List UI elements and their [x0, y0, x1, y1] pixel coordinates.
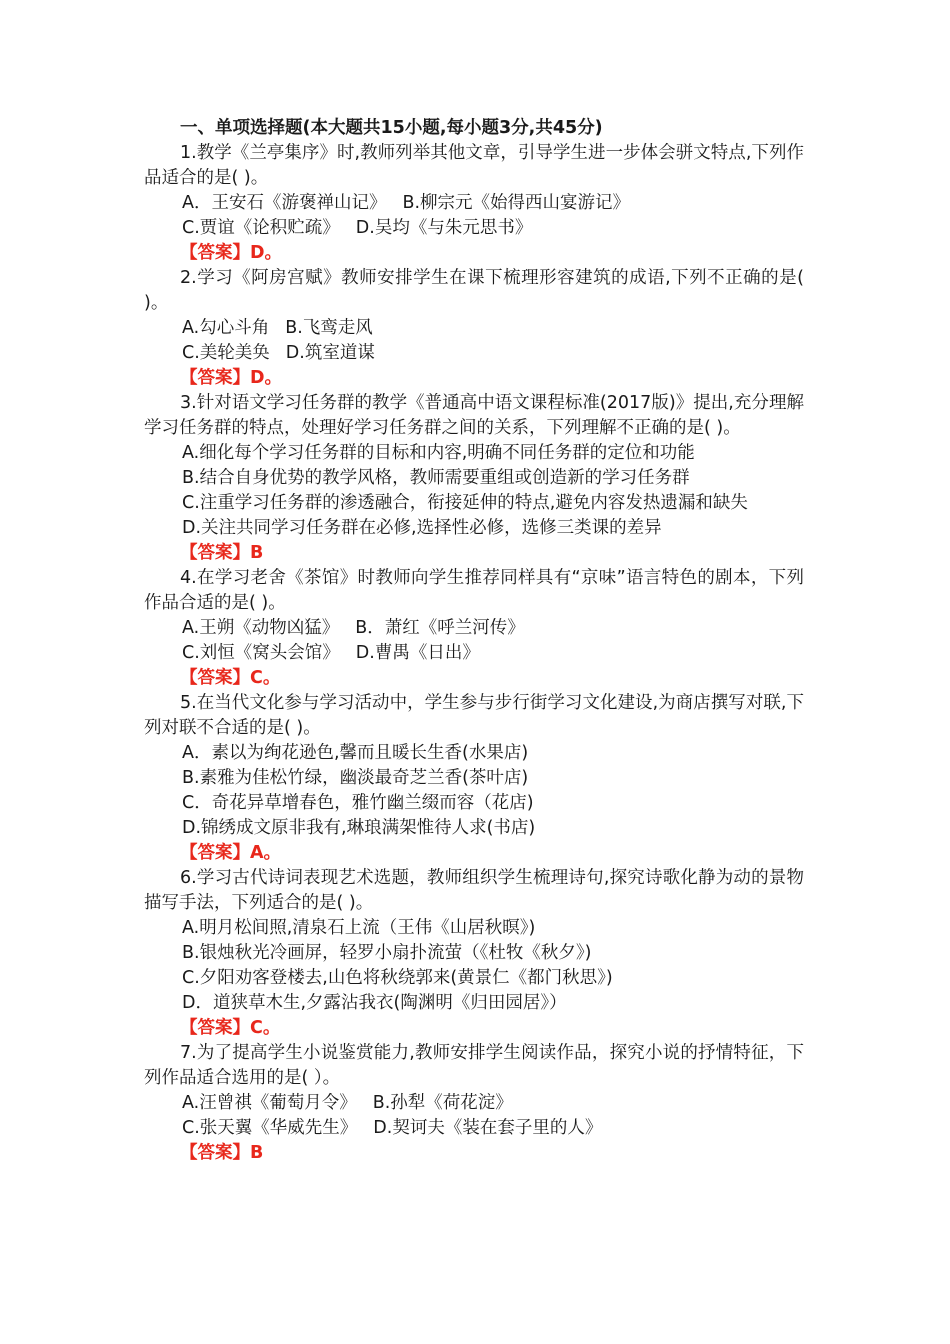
option-c: C.注重学习任务群的渗透融合，衔接延伸的特点,避免内容发热遗漏和缺失	[182, 493, 748, 513]
option-row	[144, 1116, 804, 1141]
answer-value: B	[250, 1143, 264, 1163]
option-a: A.明月松间照,清泉石上流（王伟《山居秋暝》)	[182, 918, 536, 938]
option-d: D.吴均《与朱元思书》	[355, 218, 533, 238]
answer-tag: 【答案】	[180, 543, 250, 563]
option-d: D.锦绣成文原非我有,琳琅满架惟待人求(书店)	[182, 818, 536, 838]
exam-page	[144, 116, 804, 1166]
question-stem: 1.教学《兰亭集序》时,教师列举其他文章，引导学生进一步体会骈文特点,下列作品适合的是( )。	[144, 143, 804, 188]
option-b: B.银烛秋光冷画屏，轻罗小扇扑流萤（《杜牧《秋夕》)	[182, 943, 592, 963]
answer-value: A。	[250, 843, 282, 863]
question-6	[144, 866, 804, 1041]
answer-tag: 【答案】	[180, 1143, 250, 1163]
option-c: C.刘恒《窝头会馆》	[182, 643, 340, 663]
option-a: A．素以为绚花逊色,馨而且暖长生香(水果店)	[182, 743, 529, 763]
option-row	[144, 341, 804, 366]
answer-tag: 【答案】	[180, 668, 250, 688]
answer-line	[144, 1016, 804, 1041]
option-a: A.汪曾祺《葡萄月令》	[182, 1093, 357, 1113]
answer-tag: 【答案】	[180, 1018, 250, 1038]
question-1	[144, 141, 804, 266]
answer-value: C。	[250, 1018, 281, 1038]
answer-value: D。	[250, 368, 283, 388]
answer-line	[144, 666, 804, 691]
option-b: B.柳宗元《始得西山宴游记》	[402, 193, 631, 213]
option-a: A.王朔《动物凶猛》	[182, 618, 340, 638]
question-stem: 3.针对语文学习任务群的教学《普通高中语文课程标准(2017版)》提出,充分理解学习任务群的特点，处理好学习任务群之间的关系，下列理解不正确的是( )。	[144, 393, 804, 438]
option-row	[144, 191, 804, 216]
option-d: D．道狭草木生,夕露沾我衣(陶渊明《归田园居》）	[182, 993, 567, 1013]
answer-value: D。	[250, 243, 283, 263]
option-row	[144, 616, 804, 641]
answer-line	[144, 366, 804, 391]
option-a: A.勾心斗角	[182, 318, 270, 338]
option-c: C.张天翼《华威先生》	[182, 1118, 358, 1138]
option-c: C.贾谊《论积贮疏》	[182, 218, 340, 238]
answer-tag: 【答案】	[180, 843, 250, 863]
option-d: D.契诃夫《装在套子里的人》	[373, 1118, 603, 1138]
option-d: D.筑室道谋	[285, 343, 375, 363]
option-row	[144, 1091, 804, 1116]
option-c: C．奇花异草增春色，雅竹幽兰缀而容（花店)	[182, 793, 534, 813]
question-stem: 4.在学习老舍《茶馆》时教师向学生推荐同样具有“京味”语言特色的剧本，下列作品合适的是( )。	[144, 568, 804, 613]
option-row	[144, 216, 804, 241]
option-a: A.细化每个学习任务群的目标和内容,明确不同任务群的定位和功能	[182, 443, 695, 463]
answer-line	[144, 241, 804, 266]
option-b: B.孙犁《荷花淀》	[372, 1093, 513, 1113]
question-3	[144, 391, 804, 566]
option-d: D.曹禺《日出》	[355, 643, 480, 663]
answer-line	[144, 1141, 804, 1166]
answer-tag: 【答案】	[180, 368, 250, 388]
option-b: B.飞鸾走风	[285, 318, 373, 338]
option-d: D.关注共同学习任务群在必修,选择性必修，选修三类课的差异	[182, 518, 662, 538]
option-b: B．萧红《呼兰河传》	[355, 618, 525, 638]
question-4	[144, 566, 804, 691]
question-2	[144, 266, 804, 391]
option-b: B.素雅为佳松竹绿，幽淡最奇芝兰香(茶叶店)	[182, 768, 529, 788]
option-c: C.美轮美奂	[182, 343, 270, 363]
answer-line	[144, 541, 804, 566]
answer-tag: 【答案】	[180, 243, 250, 263]
question-stem: 7.为了提高学生小说鉴赏能力,教师安排学生阅读作品，探究小说的抒情特征，下列作品适合选用的是( ）。	[144, 1043, 804, 1088]
answer-line	[144, 841, 804, 866]
option-a: A．王安石《游褒禅山记》	[182, 193, 387, 213]
answer-value: C。	[250, 668, 281, 688]
option-row	[144, 641, 804, 666]
question-5	[144, 691, 804, 866]
section-title: 一、单项选择题(本大题共15小题,每小题3分,共45分)	[180, 118, 603, 138]
option-row	[144, 316, 804, 341]
question-stem: 6.学习古代诗词表现艺术选题，教师组织学生梳理诗句,探究诗歌化静为动的景物描写手法，下列适合的是( )。	[144, 868, 804, 913]
question-7	[144, 1041, 804, 1166]
question-stem: 5.在当代文化参与学习活动中，学生参与步行街学习文化建设,为商店撰写对联,下列对联不合适的是( )。	[144, 693, 804, 738]
option-c: C.夕阳劝客登楼去,山色将秋绕郭来(黄景仁《都门秋思》)	[182, 968, 613, 988]
option-b: B.结合自身优势的教学风格，教师需要重组或创造新的学习任务群	[182, 468, 690, 488]
answer-value: B	[250, 543, 264, 563]
question-stem: 2.学习《阿房宫赋》教师安排学生在课下梳理形容建筑的成语,下列不正确的是( )。	[144, 268, 804, 313]
